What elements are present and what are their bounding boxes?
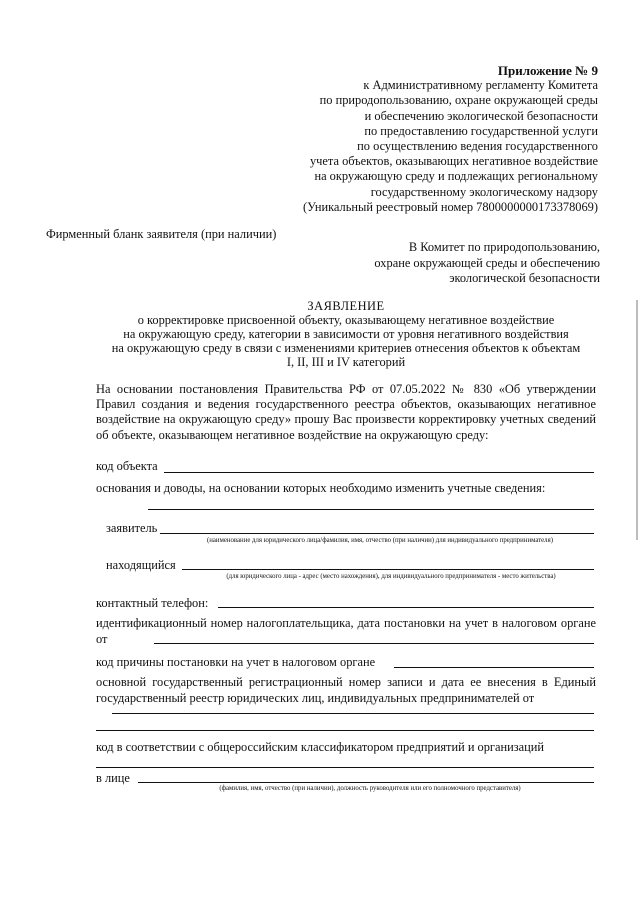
location-label: находящийся: [106, 558, 176, 572]
addressee-line: экологической безопасности: [449, 271, 600, 285]
ogrn-label: основной государственный регистрационный номер записи и дата ее внесения в Единый государственный реестр юридических лиц, индивидуальных предпринимателей от: [96, 675, 596, 705]
appendix-line: (Уникальный реестровый номер 7800000000173378069): [303, 199, 598, 214]
inn-label: идентификационный номер налогоплательщика, дата постановки на учет в налоговом органе от: [96, 616, 596, 646]
appendix-line: по природопользованию, охране окружающей среды: [319, 93, 598, 108]
location-field[interactable]: [182, 569, 594, 570]
statement-heading: [96, 299, 596, 369]
appendix-header: [258, 63, 598, 215]
appendix-line: по предоставлению государственной услуги: [364, 123, 598, 138]
location-hint: (для юридического лица - адрес (место нахождения), для индивидуального предпринимателя - место жительства): [226, 573, 556, 580]
person-hint: (фамилия, имя, отчество (при наличии), должность руководителя или его полномочного представителя): [219, 785, 521, 792]
addressee-line: охране окружающей среды и обеспечению: [374, 255, 600, 270]
appendix-line: государственному экологическому надзору: [370, 184, 598, 199]
phone-field[interactable]: [218, 607, 594, 608]
statement-subtitle-line: I, II, III и IV категорий: [286, 355, 406, 369]
person-field[interactable]: [138, 782, 594, 783]
grounds-field[interactable]: [148, 509, 594, 510]
okpo-field[interactable]: [96, 767, 594, 768]
appendix-line: по осуществлению ведения государственного: [357, 139, 598, 154]
appendix-line: и обеспечению экологической безопасности: [364, 108, 598, 123]
ogrn-field[interactable]: [112, 713, 594, 714]
applicant-hint: (наименование для юридического лица/фамилия, имя, отчество (при наличии) для индивидуального предпринимателя): [207, 537, 553, 544]
appendix-line: на окружающую среду и подлежащих региональному: [314, 169, 598, 184]
appendix-title: Приложение № 9: [497, 63, 598, 78]
applicant-label: заявитель: [106, 521, 158, 535]
kpp-label: код причины постановки на учет в налоговом органе: [96, 655, 376, 669]
applicant-field[interactable]: [160, 533, 594, 534]
statement-title: ЗАЯВЛЕНИЕ: [307, 299, 385, 313]
addressee-block: [300, 240, 600, 287]
statement-subtitle-line: на окружающую среду в связи с изменениями критериев отнесения объектов к объектам: [111, 341, 581, 355]
intro-paragraph: На основании постановления Правительства РФ от 07.05.2022 № 830 «Об утверждении Правил создания и ведения государственного реестра объектов, оказывающих негативное воздействие на окружающую среду» прошу Вас произвести корректировку учетных сведений об объекте, оказывающем негативное воздействие на окружающую среду:: [96, 382, 596, 442]
statement-subtitle-line: о корректировке присвоенной объекту, оказывающему негативное воздействие: [137, 313, 555, 327]
appendix-line: учета объектов, оказывающих негативное воздействие: [309, 154, 598, 169]
scan-edge: [636, 300, 638, 540]
grounds-label: основания и доводы, на основании которых необходимо изменить учетные сведения:: [96, 481, 546, 495]
addressee-line: В Комитет по природопользованию,: [408, 240, 600, 254]
person-label: в лице: [96, 771, 130, 785]
statement-subtitle-line: на окружающую среду, категории в зависимости от уровня негативного воздействия: [123, 327, 569, 341]
object-code-field[interactable]: [164, 472, 594, 473]
phone-label: контактный телефон:: [96, 596, 209, 610]
letterhead-note: Фирменный бланк заявителя (при наличии): [46, 227, 277, 241]
object-code-label: код объекта: [96, 459, 158, 473]
okpo-label: код в соответствии с общероссийским классификатором предприятий и организаций: [96, 740, 545, 754]
appendix-line: к Административному регламенту Комитета: [363, 78, 598, 93]
ogrn-field-continued[interactable]: [96, 730, 594, 731]
kpp-field[interactable]: [394, 667, 594, 668]
inn-field[interactable]: [154, 643, 594, 644]
